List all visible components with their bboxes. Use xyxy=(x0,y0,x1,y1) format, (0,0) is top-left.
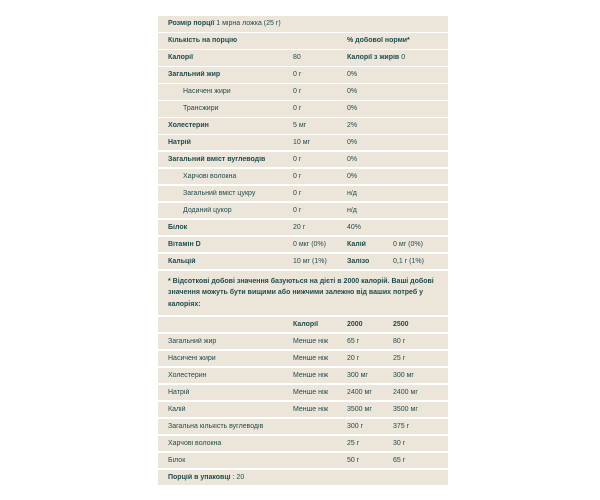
reference-header-2000: 2000 xyxy=(347,320,363,328)
nutrient-dv: 0% xyxy=(347,105,358,113)
reference-label: Загальний жир xyxy=(168,337,217,345)
nutrient-amount: 5 мг xyxy=(293,122,307,130)
nutrient-row xyxy=(158,169,448,185)
reference-value-2000: 20 г xyxy=(347,354,360,362)
nutrient-row xyxy=(158,101,448,117)
daily-value-footnote: * Відсоткові добові значення базуються на дієті в 2000 калорій. Ваші добові значення можуть бути вищими або нижчими залежно від ваших потреб у калоріях: xyxy=(158,271,448,316)
reference-value-2000: 3500 мг xyxy=(347,405,372,413)
nutrient-dv: н/д xyxy=(347,190,357,198)
nutrient-label: Насичені жири xyxy=(183,88,231,96)
reference-value-2000: 300 мг xyxy=(347,371,368,379)
nutrient-label: Загальний жир xyxy=(168,71,221,79)
nutrient-row xyxy=(158,118,448,134)
reference-value-2500: 300 мг xyxy=(393,371,414,379)
daily-value-label: % добової норми* xyxy=(347,37,410,45)
reference-row xyxy=(158,419,448,435)
reference-value-2500: 2400 мг xyxy=(393,388,418,396)
reference-value-2000: 300 г xyxy=(347,422,364,430)
micronutrient-value-2: 0,1 г (1%) xyxy=(393,258,424,266)
nutrient-dv: 2% xyxy=(347,122,358,130)
reference-value-2000: 2400 мг xyxy=(347,388,372,396)
serving-size-value: 1 мірна ложка (25 г) xyxy=(216,20,281,28)
micronutrient-value-1: 10 мг (1%) xyxy=(293,258,327,266)
reference-qualifier: Менше ніж xyxy=(293,371,329,379)
reference-label: Насичені жири xyxy=(168,354,216,362)
servings-per-container-label: Порцій в упаковці xyxy=(168,473,233,481)
reference-qualifier: Менше ніж xyxy=(293,405,329,413)
micronutrient-row xyxy=(158,254,448,270)
nutrient-label: Білок xyxy=(168,224,188,232)
reference-label: Загальна кількість вуглеводів xyxy=(168,422,264,430)
nutrient-amount: 0 г xyxy=(293,156,302,164)
nutrient-amount: 0 г xyxy=(293,88,302,96)
reference-value-2500: 375 г xyxy=(393,422,410,430)
nutrient-label: Харчові волокна xyxy=(183,173,237,181)
nutrient-row xyxy=(158,186,448,202)
nutrient-dv: 0% xyxy=(347,139,358,147)
calories-from-fat-value: 0 xyxy=(401,54,406,62)
reference-value-2500: 3500 мг xyxy=(393,405,418,413)
nutrient-dv: 0% xyxy=(347,71,358,79)
reference-row xyxy=(158,368,448,384)
nutrient-amount: 0 г xyxy=(293,207,302,215)
micronutrients-section xyxy=(158,237,448,270)
nutrient-amount: 20 г xyxy=(293,224,306,232)
amount-header-row xyxy=(158,33,448,49)
reference-value-2000: 50 г xyxy=(347,456,360,464)
nutrient-row xyxy=(158,152,448,168)
reference-header-2500: 2500 xyxy=(393,320,409,328)
reference-table-section xyxy=(158,334,448,468)
nutrients-section xyxy=(158,67,448,235)
nutrient-label: Доданий цукор xyxy=(183,207,232,215)
servings-per-container-value: : 20 xyxy=(232,473,245,481)
nutrient-label: Загальний вміст вуглеводів xyxy=(168,156,266,164)
reference-value-2500: 25 г xyxy=(393,354,406,362)
nutrient-dv: н/д xyxy=(347,207,357,215)
calories-label: Калорії xyxy=(168,54,194,62)
reference-table-header-row xyxy=(158,317,448,333)
nutrient-amount: 0 г xyxy=(293,190,302,198)
reference-label: Калій xyxy=(168,405,186,413)
serving-size-row xyxy=(158,16,448,32)
reference-row xyxy=(158,453,448,469)
reference-row xyxy=(158,402,448,418)
micronutrient-row xyxy=(158,237,448,253)
micronutrient-label-2: Калій xyxy=(347,241,366,249)
reference-label: Натрій xyxy=(168,388,190,396)
nutrient-dv: 0% xyxy=(347,156,358,164)
nutrient-row xyxy=(158,84,448,100)
calories-value: 80 xyxy=(293,54,301,62)
amount-per-serving-label: Кількість на порцію xyxy=(168,37,238,45)
reference-value-2000: 25 г xyxy=(347,439,360,447)
reference-label: Білок xyxy=(168,456,186,464)
nutrient-amount: 0 г xyxy=(293,71,302,79)
nutrient-amount: 0 г xyxy=(293,105,302,113)
reference-value-2000: 65 г xyxy=(347,337,360,345)
reference-row xyxy=(158,334,448,350)
nutrient-amount: 10 мг xyxy=(293,139,311,147)
reference-qualifier: Менше ніж xyxy=(293,388,329,396)
reference-qualifier: Менше ніж xyxy=(293,337,329,345)
reference-label: Холестерин xyxy=(168,371,207,379)
servings-per-container-row xyxy=(158,470,448,486)
reference-row xyxy=(158,351,448,367)
reference-value-2500: 80 г xyxy=(393,337,406,345)
nutrient-label: Холестерин xyxy=(168,122,209,130)
micronutrient-value-2: 0 мг (0%) xyxy=(393,241,423,249)
reference-header-calories: Калорії xyxy=(293,320,319,328)
micronutrient-label-1: Вітамін D xyxy=(168,241,201,249)
reference-label: Харчові волокна xyxy=(168,439,222,447)
nutrient-row xyxy=(158,135,448,151)
micronutrient-value-1: 0 мкг (0%) xyxy=(293,241,326,249)
nutrition-facts-panel xyxy=(158,16,448,487)
reference-value-2500: 65 г xyxy=(393,456,406,464)
reference-value-2500: 30 г xyxy=(393,439,406,447)
micronutrient-label-1: Кальцій xyxy=(168,258,196,266)
calories-from-fat-label: Калорії з жирів xyxy=(347,54,402,62)
calories-row xyxy=(158,50,448,66)
reference-row xyxy=(158,385,448,401)
nutrient-row xyxy=(158,220,448,236)
nutrient-label: Трансжири xyxy=(183,105,219,113)
nutrient-row xyxy=(158,203,448,219)
nutrient-dv: 40% xyxy=(347,224,362,232)
micronutrient-label-2: Залізо xyxy=(347,258,370,266)
nutrient-label: Натрій xyxy=(168,139,191,147)
reference-qualifier: Менше ніж xyxy=(293,354,329,362)
serving-size-label: Розмір порції xyxy=(168,20,217,28)
nutrient-amount: 0 г xyxy=(293,173,302,181)
nutrient-row xyxy=(158,67,448,83)
nutrient-dv: 0% xyxy=(347,88,358,96)
nutrient-label: Загальний вміст цукру xyxy=(183,190,256,198)
nutrient-dv: 0% xyxy=(347,173,358,181)
reference-row xyxy=(158,436,448,452)
